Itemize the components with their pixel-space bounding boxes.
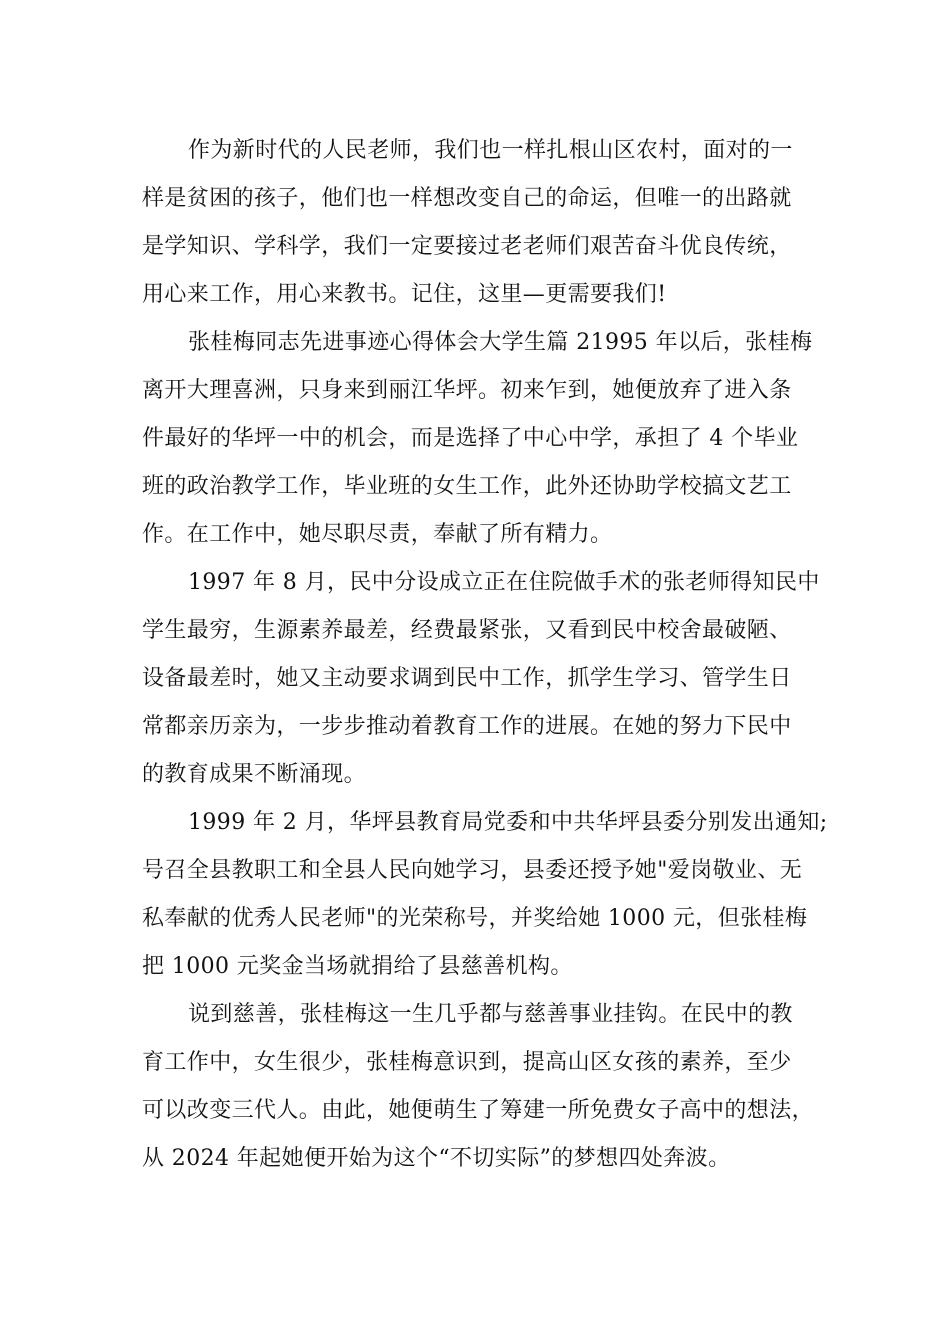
- document-body: [142, 127, 832, 1183]
- paragraph-3: [142, 559, 832, 799]
- paragraph-line: 从 2024 年起她便开始为这个“不切实际”的梦想四处奔波。: [142, 1146, 731, 1171]
- paragraph-line: 育工作中，女生很少，张桂梅意识到，提高山区女孩的素养，至少: [142, 1050, 792, 1075]
- paragraph-line: 设备最差时，她又主动要求调到民中工作，抓学生学习、管学生日: [142, 666, 792, 691]
- paragraph-line: 的教育成果不断涌现。: [142, 762, 367, 787]
- paragraph-line: 件最好的华坪一中的机会，而是选择了中心中学，承担了 4 个毕业: [142, 426, 799, 451]
- paragraph-line: 1997 年 8 月，民中分设成立正在住院做手术的张老师得知民中: [188, 570, 820, 595]
- paragraph-line: 号召全县教职工和全县人民向她学习，县委还授予她"爱岗敬业、无: [142, 858, 803, 883]
- paragraph-line: 常都亲历亲为，一步步推动着教育工作的进展。在她的努力下民中: [142, 714, 792, 739]
- paragraph-4: [142, 799, 832, 991]
- paragraph-line: 张桂梅同志先进事迹心得体会大学生篇 21995 年以后，张桂梅: [188, 330, 813, 355]
- paragraph-5: [142, 991, 832, 1183]
- paragraph-line: 离开大理喜洲，只身来到丽江华坪。初来乍到，她便放弃了进入条: [142, 378, 792, 403]
- paragraph-line: 1999 年 2 月，华坪县教育局党委和中共华坪县委分别发出通知;: [188, 810, 828, 835]
- paragraph-line: 学生最穷，生源素养最差，经费最紧张，又看到民中校舍最破陋、: [142, 618, 792, 643]
- paragraph-2: [142, 319, 832, 559]
- paragraph-line: 作。在工作中，她尽职尽责，奉献了所有精力。: [142, 522, 613, 547]
- paragraph-line: 是学知识、学科学，我们一定要接过老老师们艰苦奋斗优良传统，: [142, 234, 792, 259]
- paragraph-1: [142, 127, 832, 319]
- paragraph-line: 说到慈善，张桂梅这一生几乎都与慈善事业挂钩。在民中的教: [188, 1002, 793, 1027]
- paragraph-line: 私奉献的优秀人民老师"的光荣称号，并奖给她 1000 元，但张桂梅: [142, 906, 808, 931]
- paragraph-line: 用心来工作，用心来教书。记住，这里—更需要我们!: [142, 282, 667, 307]
- paragraph-line: 作为新时代的人民老师，我们也一样扎根山区农村，面对的一: [188, 138, 793, 163]
- paragraph-line: 可以改变三代人。由此，她便萌生了筹建一所免费女子高中的想法，: [142, 1098, 815, 1123]
- paragraph-line: 班的政治教学工作，毕业班的女生工作，此外还协助学校搞文艺工: [142, 474, 792, 499]
- paragraph-line: 样是贫困的孩子，他们也一样想改变自己的命运，但唯一的出路就: [142, 186, 792, 211]
- paragraph-line: 把 1000 元奖金当场就捐给了县慈善机构。: [142, 954, 573, 979]
